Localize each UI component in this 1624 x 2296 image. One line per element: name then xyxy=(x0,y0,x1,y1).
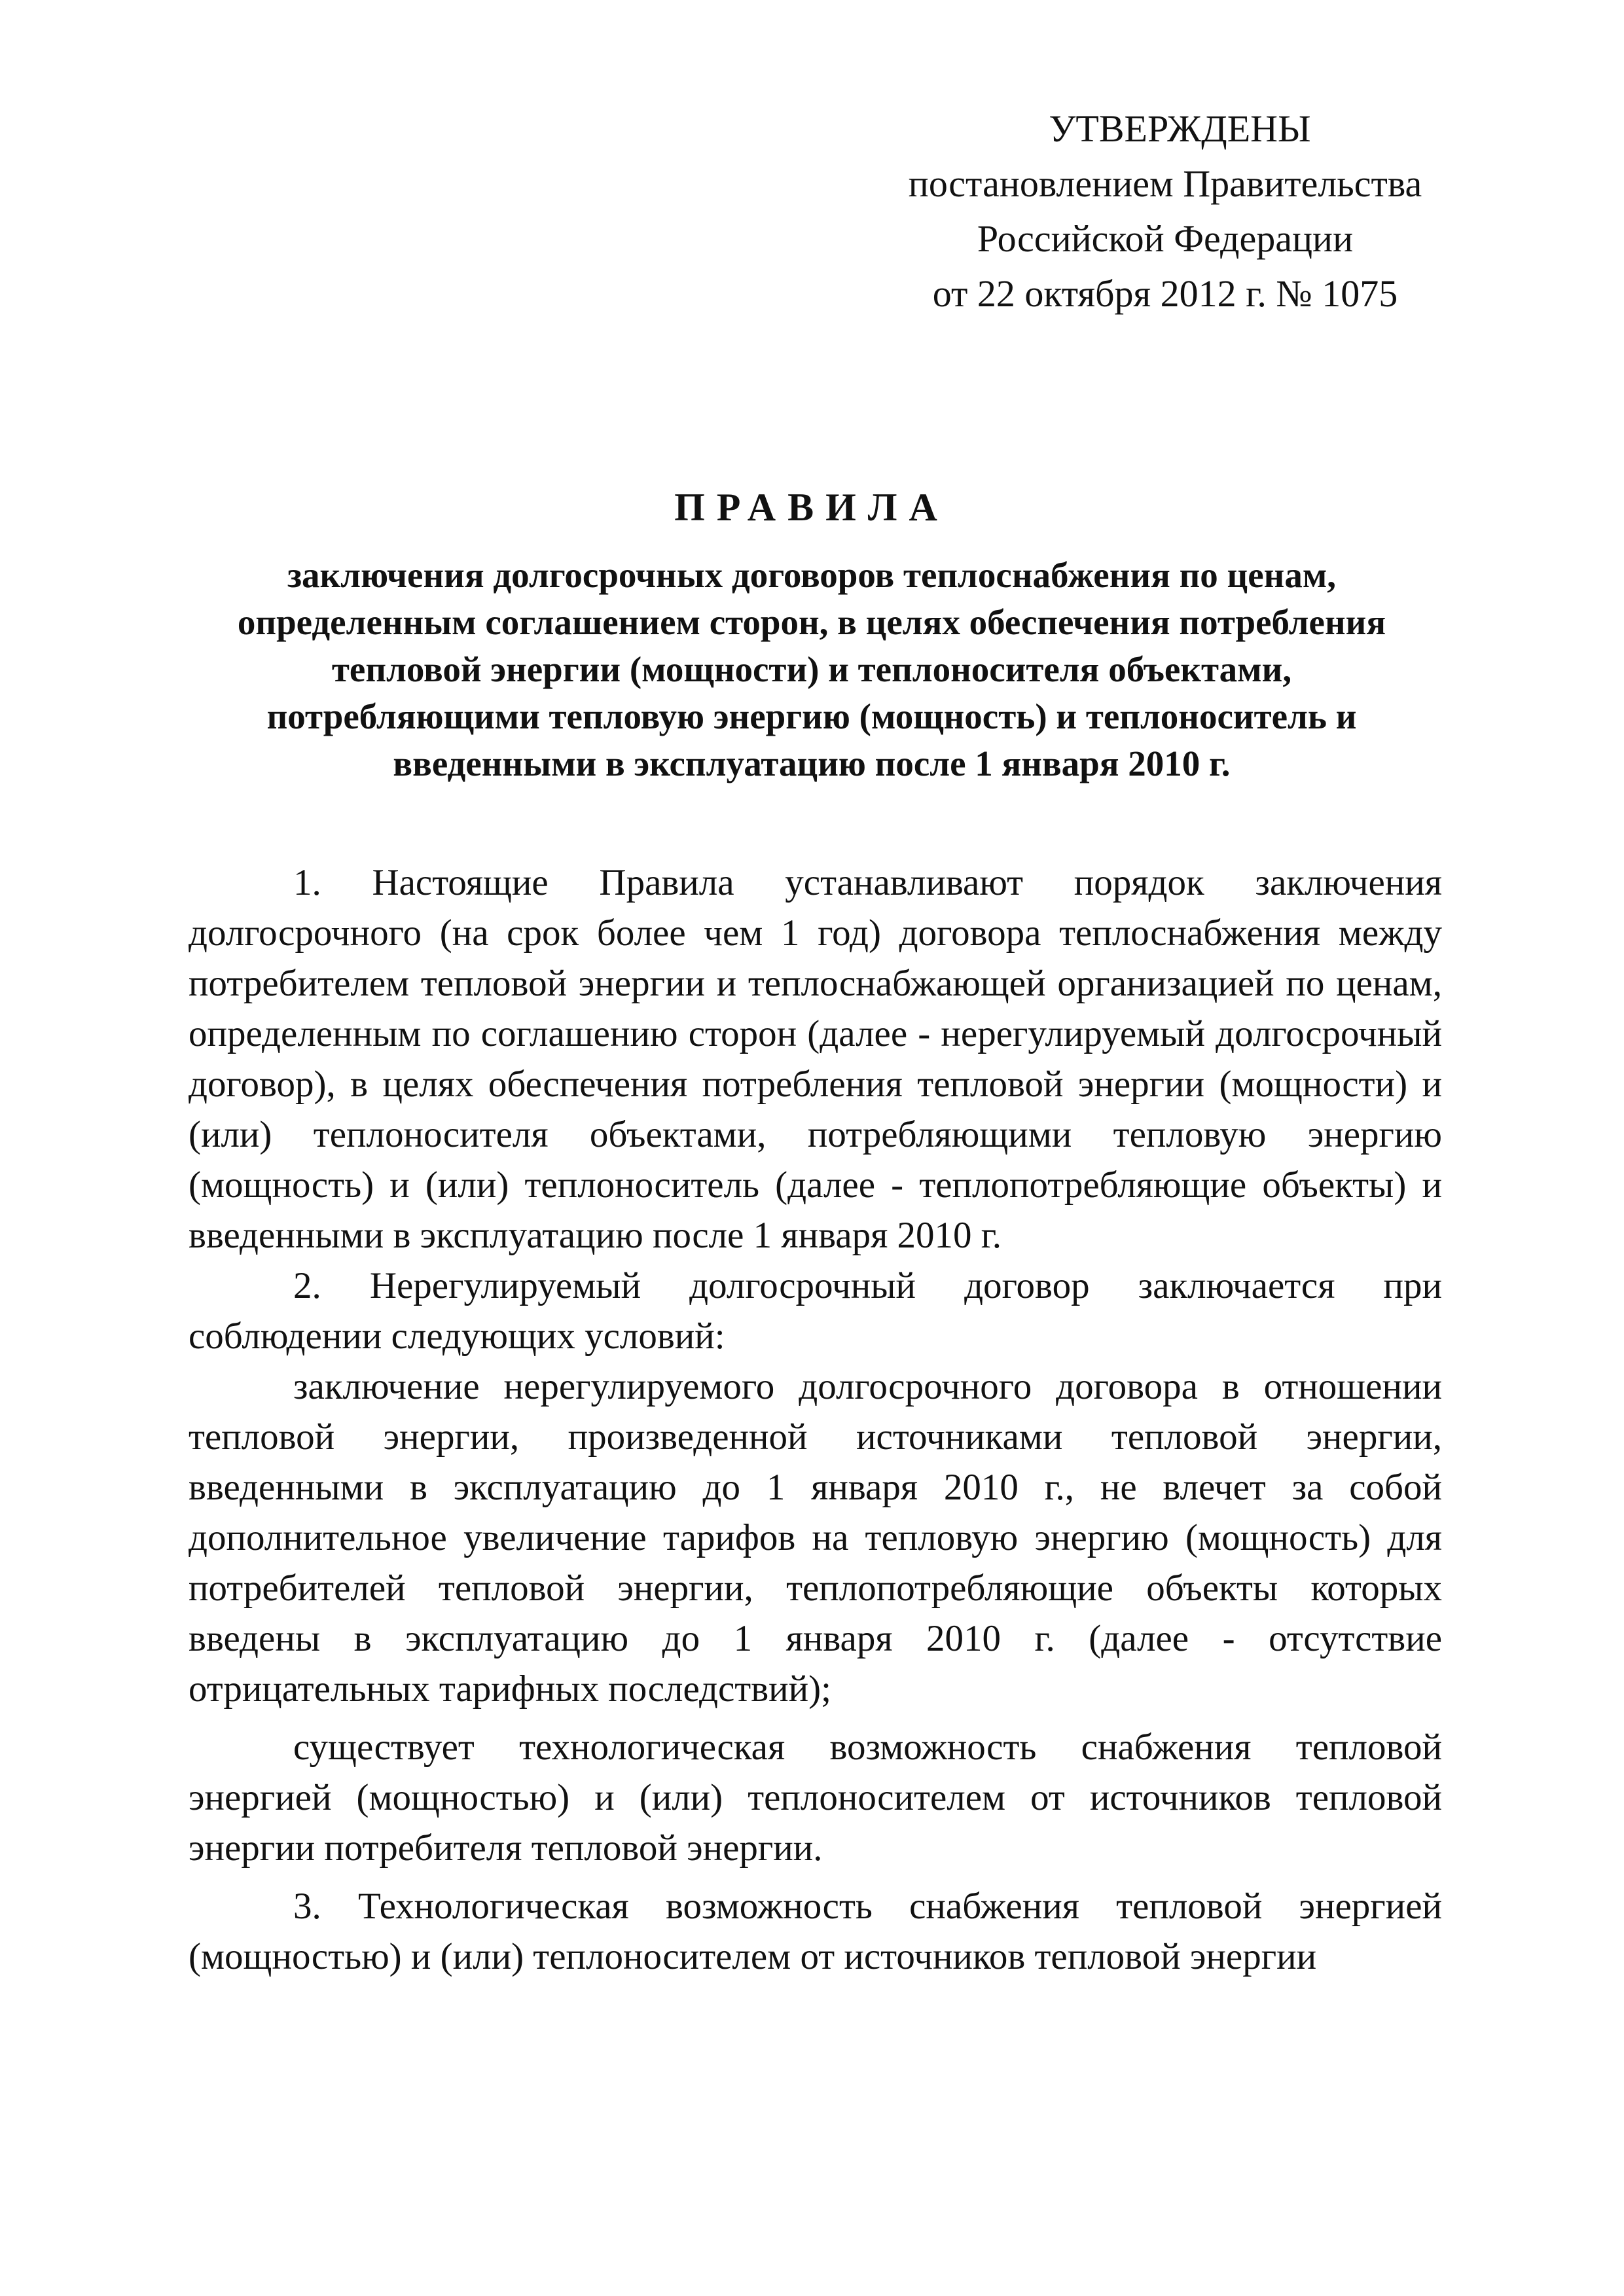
subtitle-line: заключения долгосрочных договоров теплоснабжения по ценам, xyxy=(287,555,1337,595)
paragraph-2-condition-1: заключение нерегулируемого долгосрочного договора в отношении тепловой энергии, произведенной источниками тепловой энергии, введенными в эксплуатацию до 1 января 2010 г., не влечет за собой дополнительное увеличение тарифов на тепловую энергию (мощность) для потребителей тепловой энергии, теплопотребляющие объекты которых введены в эксплуатацию до 1 января 2010 г. (далее - отсутствие отрицательных тарифных последствий); xyxy=(189,1366,1442,1710)
document-title: ПРАВИЛА xyxy=(674,486,949,529)
paragraph-1: 1. Настоящие Правила устанавливают порядок заключения долгосрочного (на срок более чем 1 год) договора теплоснабжения между потребителем тепловой энергии и теплоснабжающей организацией по ценам, определенным по соглашению сторон (далее - нерегулируемый долгосрочный договор), в целях обеспечения потребления тепловой энергии (мощности) и (или) теплоносителя объектами, потребляющими тепловую энергию (мощность) и (или) теплоноситель (далее - теплопотребляющие объекты) и введенными в эксплуатацию после 1 января 2010 г. xyxy=(189,862,1442,1256)
document-body xyxy=(189,857,1442,1982)
document-subtitle xyxy=(170,552,1453,787)
approval-stamp-block xyxy=(864,101,1466,321)
paragraph-3: 3. Технологическая возможность снабжения тепловой энергией (мощностью) и (или) теплоносителем от источников тепловой энергии xyxy=(189,1886,1442,1977)
approval-line-government: Российской Федерации xyxy=(977,217,1354,260)
subtitle-line: введенными в эксплуатацию после 1 января 2010 г. xyxy=(393,744,1231,783)
subtitle-line: потребляющими тепловую энергию (мощность) и теплоноситель и xyxy=(266,696,1357,736)
paragraph-2-condition-2: существует технологическая возможность снабжения тепловой энергией (мощностью) и (или) теплоносителем от источников тепловой энергии потребителя тепловой энергии. xyxy=(189,1727,1442,1869)
approval-line-resolution: постановлением Правительства xyxy=(908,162,1422,205)
subtitle-line: определенным соглашением сторон, в целях обеспечения потребления xyxy=(237,602,1386,642)
paragraph-2: 2. Нерегулируемый долгосрочный договор заключается при соблюдении следующих условий: xyxy=(189,1265,1442,1357)
subtitle-line: тепловой энергии (мощности) и теплоносителя объектами, xyxy=(331,649,1292,689)
approval-line-date-number: от 22 октября 2012 г. № 1075 xyxy=(932,272,1398,315)
approval-heading: УТВЕРЖДЕНЫ xyxy=(1049,107,1311,150)
document-title-block xyxy=(170,481,1453,787)
